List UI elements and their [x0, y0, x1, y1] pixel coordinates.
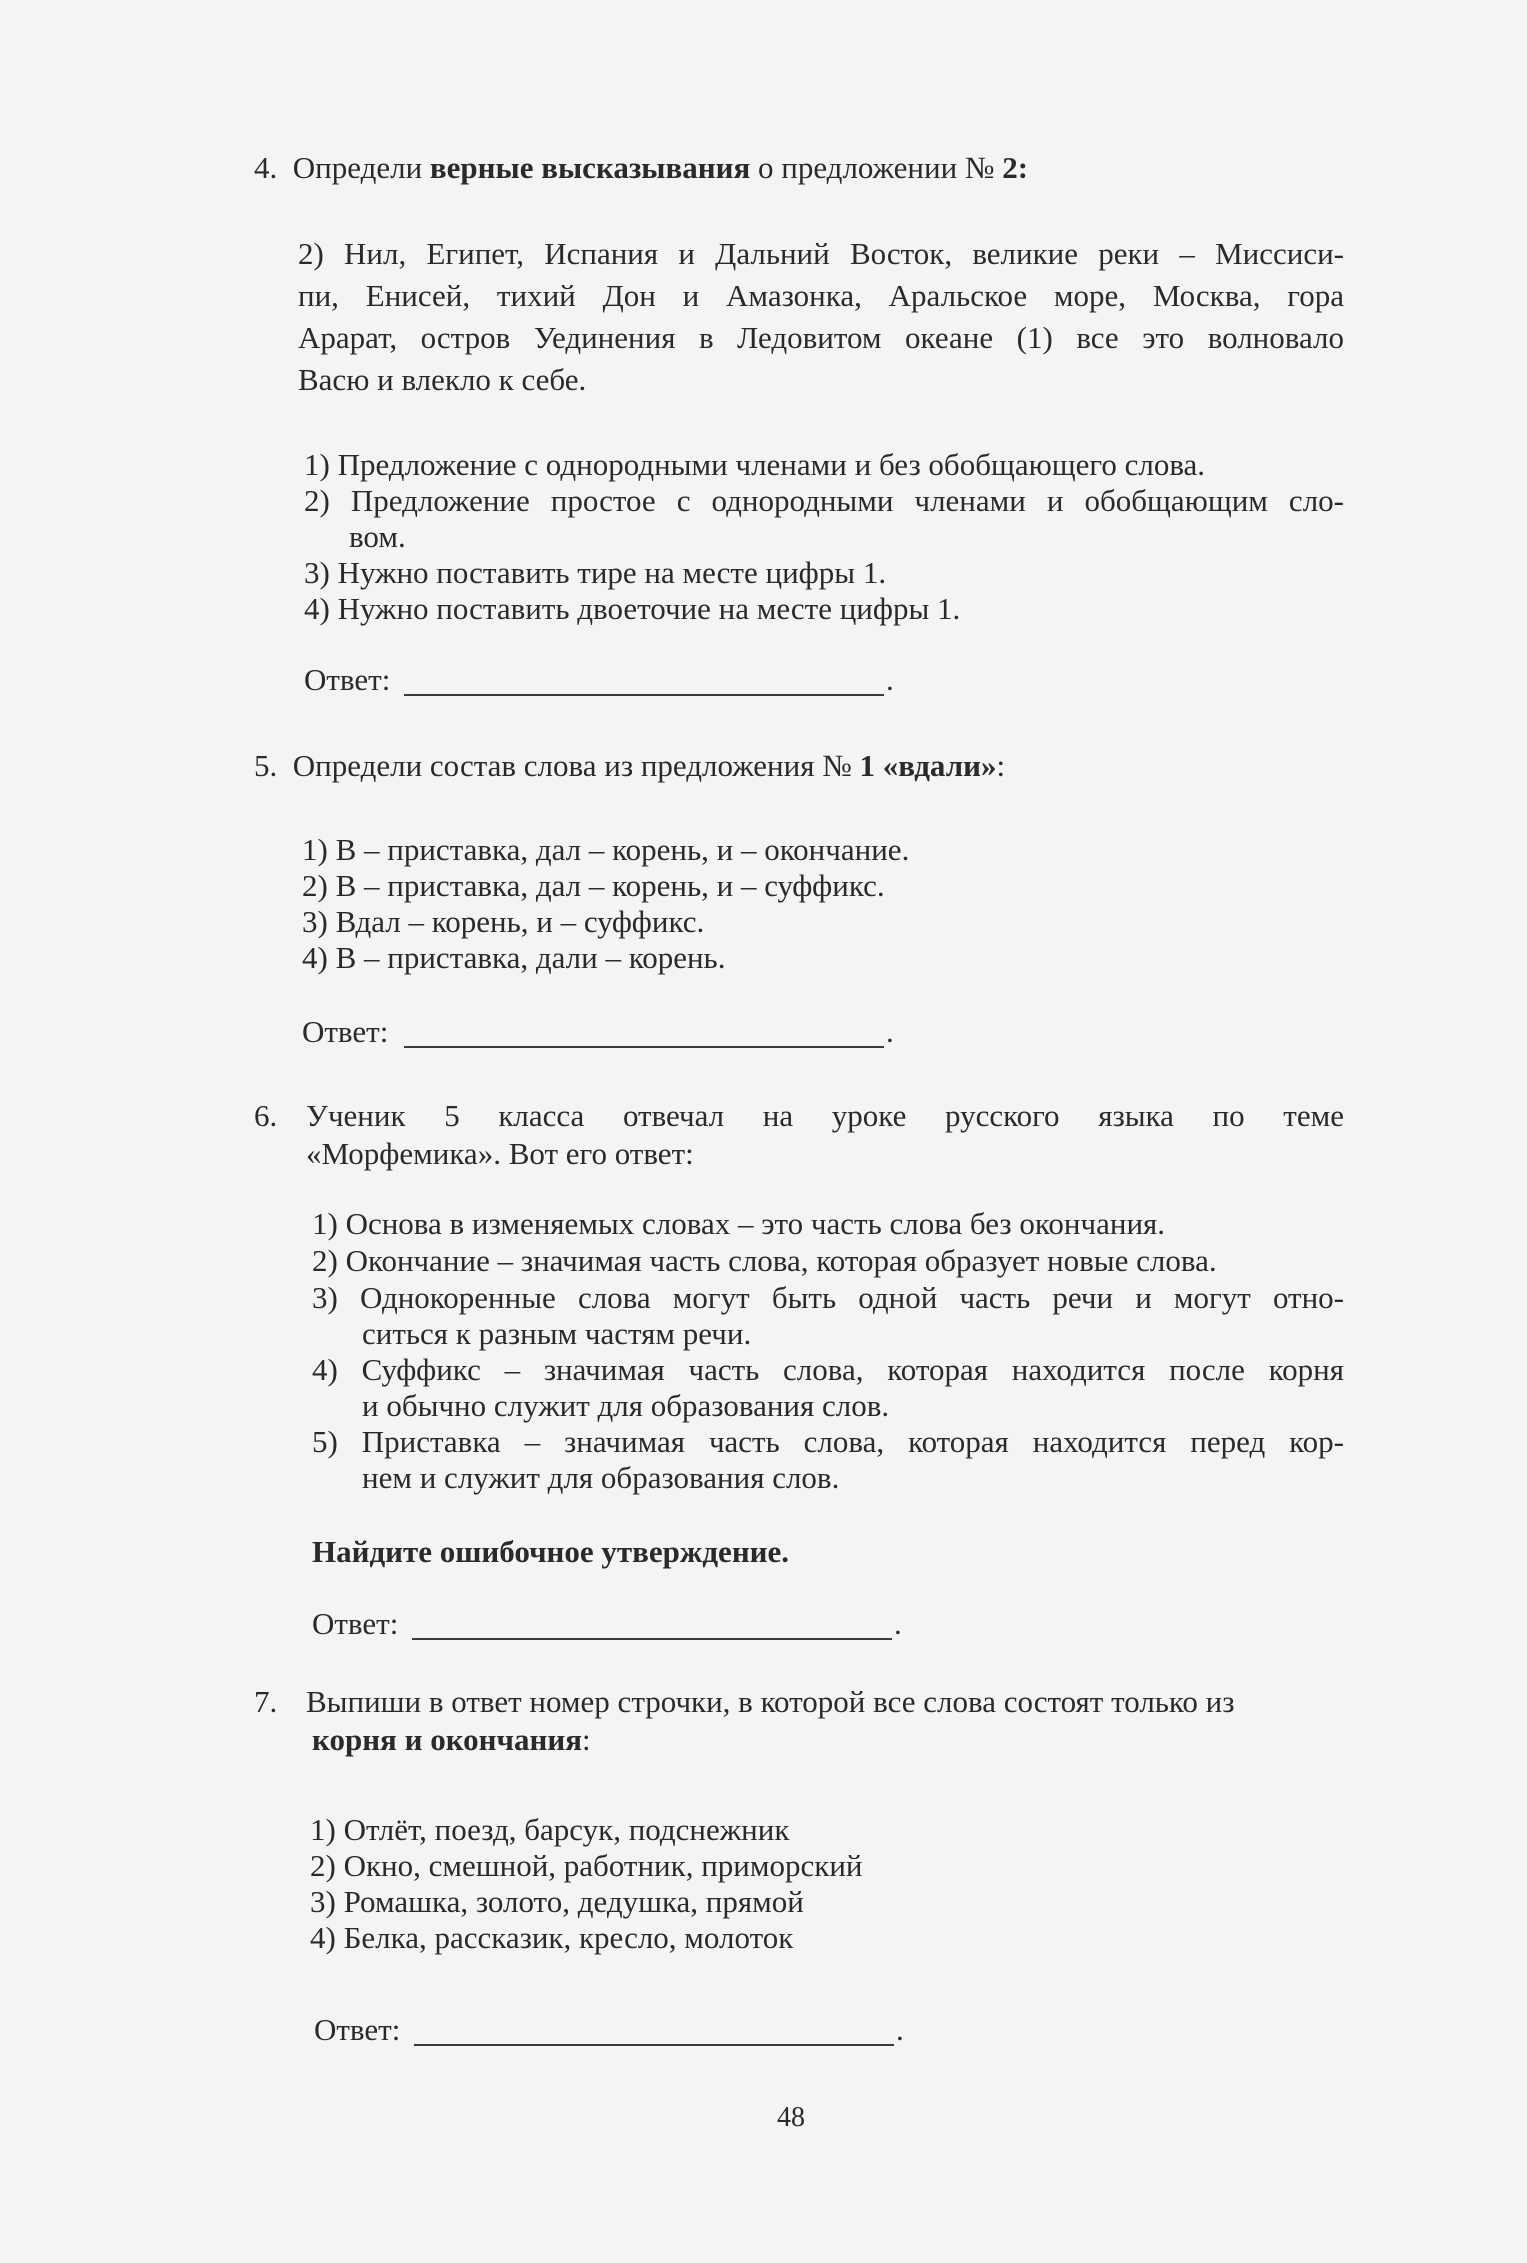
q7-answer-blank[interactable] — [414, 2044, 894, 2046]
q7-option: 4) Белка, рассказик, кресло, молоток — [310, 1920, 794, 1955]
q6-option: 5) Приставка – значимая часть слова, которая находится перед кор- — [312, 1424, 1344, 1459]
q4-answer-blank[interactable] — [404, 694, 884, 696]
q4-option: 1) Предложение с однородными членами и без обобщающего слова. — [304, 447, 1206, 482]
q4-option: 4) Нужно поставить двоеточие на месте цифры 1. — [304, 591, 961, 626]
q4-prompt-part-c: о предложении № — [750, 150, 1003, 185]
q6-prompt-line: Ученик 5 класса отвечал на уроке русского языка по теме — [306, 1098, 1344, 1133]
q6-number: 6. — [254, 1098, 278, 1133]
q6-answer-end: . — [894, 1606, 902, 1641]
q7-answer-label: Ответ: — [314, 2012, 401, 2047]
q4-answer-end: . — [886, 662, 894, 697]
q4-option: 3) Нужно поставить тире на месте цифры 1. — [304, 555, 887, 590]
q5-answer-end: . — [886, 1014, 894, 1049]
page-number: 48 — [777, 2102, 805, 2133]
q5-prompt-part-c: : — [996, 748, 1006, 783]
q6-option: 4) Суффикс – значимая часть слова, которая находится после корня — [312, 1352, 1344, 1387]
q6-prompt-line: «Морфемика». Вот его ответ: — [306, 1136, 694, 1171]
q6-answer-blank[interactable] — [412, 1638, 892, 1640]
q4-prompt — [254, 150, 1028, 186]
q4-prompt-part-a: Определи — [292, 150, 430, 185]
q7-number: 7. — [254, 1684, 278, 1719]
q5-option: 3) Вдал – корень, и – суффикс. — [302, 904, 705, 939]
q4-quote-line: 2) Нил, Египет, Испания и Дальний Восток, великие реки – Миссиси- — [298, 236, 1344, 271]
q6-option-continuation: нем и служит для образования слов. — [362, 1460, 840, 1495]
q5-answer-label: Ответ: — [302, 1014, 389, 1049]
q6-answer-label: Ответ: — [312, 1606, 399, 1641]
q6-option: 2) Окончание – значимая часть слова, которая образует новые слова. — [312, 1243, 1217, 1278]
q5-prompt-part-a: Определи состав слова из предложения № — [292, 748, 860, 783]
q5-number: 5. — [254, 748, 278, 783]
q7-option: 2) Окно, смешной, работник, приморский — [310, 1848, 863, 1883]
q7-prompt-colon: : — [581, 1722, 591, 1757]
q6-task: Найдите ошибочное утверждение. — [312, 1534, 790, 1569]
q7-option: 1) Отлёт, поезд, барсук, подснежник — [310, 1812, 790, 1847]
q7-prompt-line2 — [312, 1722, 591, 1758]
q4-option-continuation: вом. — [349, 519, 406, 554]
q4-prompt-bold: верные высказывания — [429, 150, 751, 185]
q5-prompt — [254, 748, 1005, 784]
q4-number: 4. — [254, 150, 278, 185]
q4-prompt-number: 2: — [1002, 150, 1029, 185]
q7-prompt-line1: Выпиши в ответ номер строчки, в которой все слова состоят только из — [306, 1684, 1235, 1719]
q6-option: 1) Основа в изменяемых словах – это часть слова без окончания. — [312, 1206, 1166, 1241]
q5-option: 1) В – приставка, дал – корень, и – окончание. — [302, 832, 910, 867]
q6-option-continuation: и обычно служит для образования слов. — [362, 1388, 890, 1423]
q4-option: 2) Предложение простое с однородными членами и обобщающим сло- — [304, 483, 1344, 518]
q4-quote-line: Васю и влекло к себе. — [298, 362, 587, 397]
q6-option-continuation: ситься к разным частям речи. — [362, 1316, 752, 1351]
q7-answer-end: . — [896, 2012, 904, 2047]
q5-option: 4) В – приставка, дали – корень. — [302, 940, 726, 975]
q4-quote-line: пи, Енисей, тихий Дон и Амазонка, Аральское море, Москва, гора — [298, 278, 1344, 313]
q7-option: 3) Ромашка, золото, дедушка, прямой — [310, 1884, 804, 1919]
q5-option: 2) В – приставка, дал – корень, и – суффикс. — [302, 868, 885, 903]
q6-option: 3) Однокоренные слова могут быть одной часть речи и могут отно- — [312, 1280, 1344, 1315]
q7-prompt-bold: корня и окончания — [312, 1722, 582, 1757]
q5-prompt-bold: 1 «вдали» — [859, 748, 997, 783]
q4-answer-label: Ответ: — [304, 662, 391, 697]
q5-answer-blank[interactable] — [404, 1046, 884, 1048]
q4-quote-line: Арарат, остров Уединения в Ледовитом океане (1) все это волновало — [298, 320, 1344, 355]
